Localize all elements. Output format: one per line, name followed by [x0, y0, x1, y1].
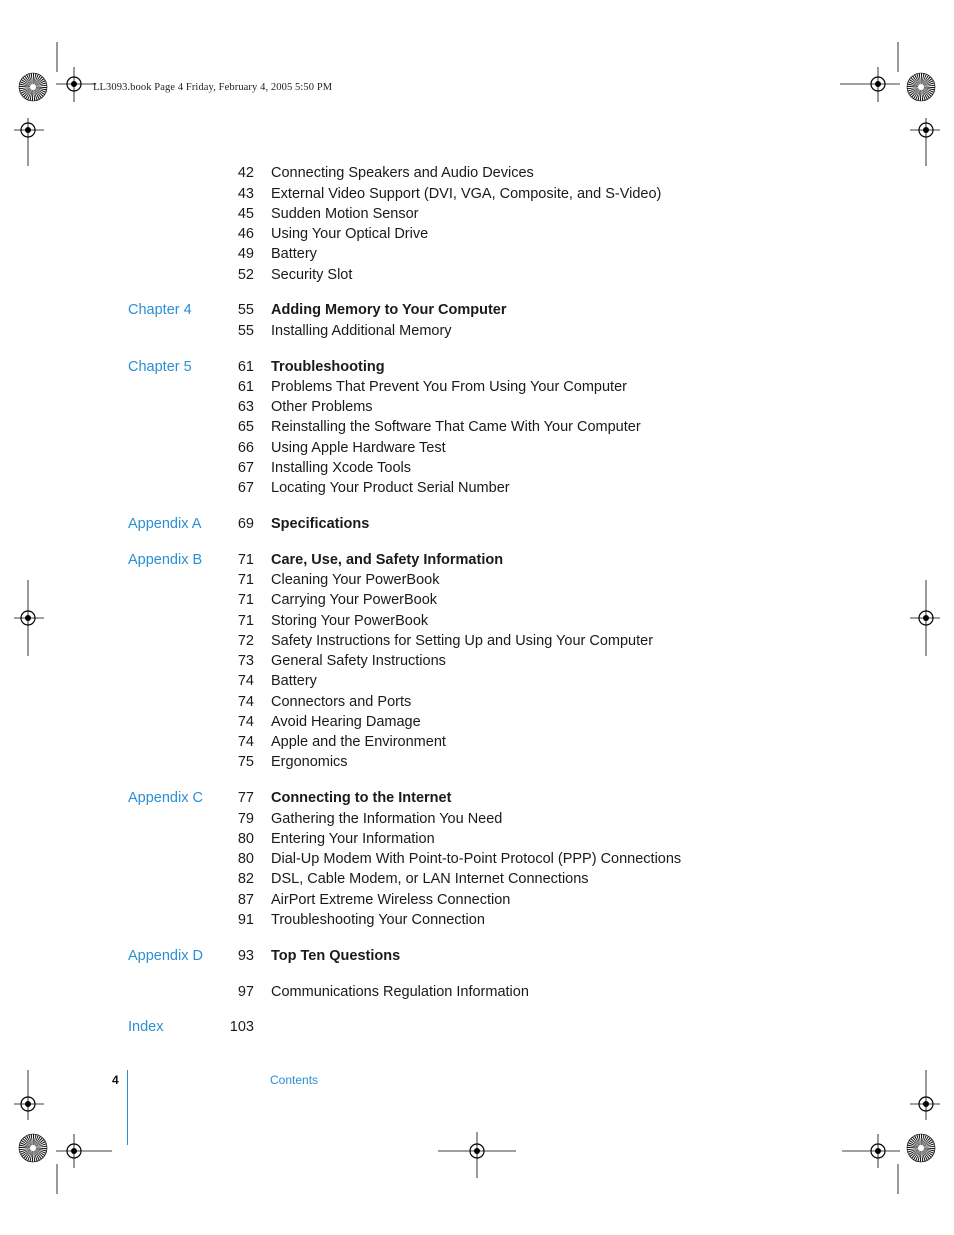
toc-section-label: Index	[128, 1019, 164, 1035]
toc-entry-row	[0, 611, 954, 631]
toc-entry-title: Problems That Prevent You From Using Your Computer	[271, 379, 627, 395]
toc-page-number: 67	[237, 480, 254, 496]
toc-entry-title: Adding Memory to Your Computer	[271, 302, 507, 318]
toc-section-row	[0, 357, 954, 377]
toc-entry-row	[0, 651, 954, 671]
toc-entry-title: Battery	[271, 673, 317, 689]
toc-entry-row	[0, 417, 954, 437]
toc-entry-title: Avoid Hearing Damage	[271, 714, 421, 730]
toc-page-number: 66	[237, 440, 254, 456]
footer-divider	[127, 1070, 128, 1145]
toc-page-number: 74	[237, 734, 254, 750]
toc-page-number: 71	[237, 552, 254, 568]
toc-page-number: 80	[237, 831, 254, 847]
toc-page-number: 49	[237, 246, 254, 262]
toc-entry-title: Using Your Optical Drive	[271, 226, 429, 242]
toc-section-label: Appendix B	[128, 552, 203, 568]
toc-page-number: 97	[237, 984, 254, 1000]
toc-entry-row	[0, 910, 954, 930]
toc-entry-title: Installing Additional Memory	[271, 323, 452, 339]
toc-entry-row	[0, 692, 954, 712]
toc-entry-row	[0, 712, 954, 732]
toc-entry-row	[0, 631, 954, 651]
toc-page-number: 74	[237, 673, 254, 689]
toc-entry-row	[0, 321, 954, 341]
star-target-icon	[906, 1133, 936, 1163]
toc-entry-title: Ergonomics	[271, 754, 348, 770]
toc-entry-title: Installing Xcode Tools	[271, 460, 411, 476]
toc-page-number: 71	[237, 613, 254, 629]
toc-entry-row	[0, 570, 954, 590]
toc-page-number: 69	[237, 516, 254, 532]
toc-entry-title: Reinstalling the Software That Came With Your Computer	[271, 419, 641, 435]
toc-section-row	[0, 514, 954, 534]
toc-entry-title: DSL, Cable Modem, or LAN Internet Connections	[271, 871, 589, 887]
toc-page-number: 73	[237, 653, 254, 669]
registration-mark-icon	[14, 1070, 44, 1120]
toc-entry-row	[0, 849, 954, 869]
toc-entry-title: Connectors and Ports	[271, 694, 412, 710]
registration-mark-icon	[910, 580, 940, 656]
toc-page-number: 93	[237, 948, 254, 964]
toc-page-number: 45	[237, 206, 254, 222]
toc-page-number: 77	[237, 790, 254, 806]
toc-entry-title: Specifications	[271, 516, 370, 532]
registration-mark-icon	[910, 1070, 940, 1120]
toc-entry-title: Connecting to the Internet	[271, 790, 452, 806]
page-number: 4	[112, 1073, 119, 1087]
toc-page-number: 52	[237, 267, 254, 283]
toc-entry-title: Cleaning Your PowerBook	[271, 572, 440, 588]
toc-entry-title: Safety Instructions for Setting Up and Using Your Computer	[271, 633, 654, 649]
star-target-icon	[18, 72, 48, 102]
footer-section-title: Contents	[270, 1073, 319, 1087]
toc-entry-row	[0, 438, 954, 458]
toc-entry-title: Top Ten Questions	[271, 948, 401, 964]
toc-page-number: 71	[237, 592, 254, 608]
toc-entry-row	[0, 377, 954, 397]
toc-page-number: 75	[237, 754, 254, 770]
toc-page-number: 61	[237, 359, 254, 375]
toc-entry-title: Sudden Motion Sensor	[271, 206, 419, 222]
toc-entry-title: Other Problems	[271, 399, 373, 415]
toc-entry-row	[0, 671, 954, 691]
toc-entry-title: Carrying Your PowerBook	[271, 592, 438, 608]
toc-entry-title: External Video Support (DVI, VGA, Composite, and S-Video)	[271, 186, 662, 202]
toc-entry-title: General Safety Instructions	[271, 653, 446, 669]
toc-section-label: Appendix C	[128, 790, 203, 806]
toc-entry-row	[0, 397, 954, 417]
toc-page-number: 74	[237, 694, 254, 710]
toc-entry-row	[0, 184, 954, 204]
print-header: LL3093.book Page 4 Friday, February 4, 2005 5:50 PM	[93, 82, 333, 93]
toc-page-number: 80	[237, 851, 254, 867]
toc-page-number: 65	[237, 419, 254, 435]
toc-page-number: 79	[237, 811, 254, 827]
toc-entry-title: Apple and the Environment	[271, 734, 446, 750]
star-target-icon	[18, 1133, 48, 1163]
toc-section-label: Chapter 4	[128, 302, 192, 318]
toc-entry-row	[0, 478, 954, 498]
toc-entry-row	[0, 752, 954, 772]
toc-page-number: 82	[237, 871, 254, 887]
toc-entry-row	[0, 732, 954, 752]
toc-entry-title: Gathering the Information You Need	[271, 811, 503, 827]
registration-mark-icon	[14, 118, 44, 166]
toc-entry-row	[0, 244, 954, 264]
toc-entry-title: Locating Your Product Serial Number	[271, 480, 510, 496]
toc-entry-row	[0, 982, 954, 1002]
registration-mark-icon	[910, 118, 940, 166]
toc-entry-row	[0, 204, 954, 224]
toc-entry-title: Storing Your PowerBook	[271, 613, 429, 629]
toc-page-number: 91	[237, 912, 254, 928]
toc-page-number: 87	[237, 892, 254, 908]
toc-page-number: 74	[237, 714, 254, 730]
toc-entry-title: Troubleshooting Your Connection	[271, 912, 485, 928]
toc-entry-title: AirPort Extreme Wireless Connection	[271, 892, 511, 908]
toc-section-row	[0, 300, 954, 320]
toc-section-label: Chapter 5	[128, 359, 192, 375]
toc-page-number: 55	[237, 302, 254, 318]
toc-page-number: 61	[237, 379, 254, 395]
toc-page-number: 43	[237, 186, 254, 202]
toc-entry-title: Connecting Speakers and Audio Devices	[271, 165, 534, 181]
toc-entry-title: Security Slot	[271, 267, 353, 283]
toc-entry-title: Troubleshooting	[271, 359, 385, 375]
toc-entry-row	[0, 458, 954, 478]
toc-page-number: 103	[229, 1019, 254, 1035]
toc-entry-row	[0, 869, 954, 889]
toc-entry-title: Care, Use, and Safety Information	[271, 552, 504, 568]
star-target-icon	[906, 72, 936, 102]
toc-entry-row	[0, 590, 954, 610]
toc-section-label: Appendix D	[128, 948, 203, 964]
toc-entry-row	[0, 809, 954, 829]
registration-mark-icon	[56, 42, 96, 122]
toc-page-number: 46	[237, 226, 254, 242]
toc-entry-title: Dial-Up Modem With Point-to-Point Protocol (PPP) Connections	[271, 851, 682, 867]
toc-section-row	[0, 550, 954, 570]
registration-mark-icon	[14, 580, 44, 656]
toc-entry-row	[0, 265, 954, 285]
toc-section-row	[0, 946, 954, 966]
toc-entry-row	[0, 224, 954, 244]
toc-page-number: 63	[237, 399, 254, 415]
toc-entry-row	[0, 829, 954, 849]
registration-mark-icon	[840, 1120, 900, 1194]
toc-section-label: Appendix A	[128, 516, 202, 532]
toc-page-number: 55	[237, 323, 254, 339]
toc-page-number: 72	[237, 633, 254, 649]
toc-section-row	[0, 788, 954, 808]
toc-entry-row	[0, 890, 954, 910]
registration-mark-icon	[56, 1120, 116, 1194]
toc-entry-title: Communications Regulation Information	[271, 984, 529, 1000]
toc-entry-row	[0, 163, 954, 183]
registration-mark-icon	[840, 42, 900, 122]
toc-entry-title: Using Apple Hardware Test	[271, 440, 446, 456]
toc-page-number: 71	[237, 572, 254, 588]
toc-section-row	[0, 1017, 954, 1037]
registration-mark-icon	[438, 1132, 516, 1178]
toc-page-number: 67	[237, 460, 254, 476]
toc-page-number: 42	[237, 165, 254, 181]
toc-entry-title: Entering Your Information	[271, 831, 435, 847]
toc-entry-title: Battery	[271, 246, 317, 262]
